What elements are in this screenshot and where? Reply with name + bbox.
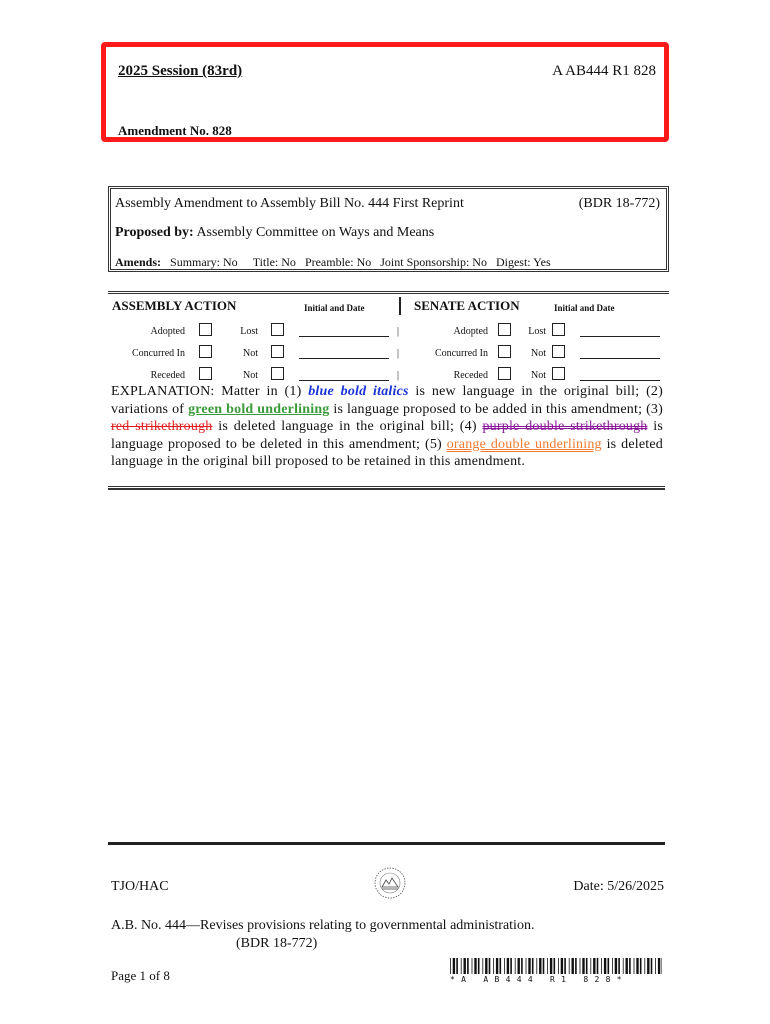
assembly-lost-label: Lost (240, 326, 258, 337)
barcode-bar (634, 958, 635, 974)
senate-initial-line[interactable] (580, 380, 660, 381)
assembly-action-heading: ASSEMBLY ACTION (112, 298, 237, 313)
assembly-initial-date-heading: Initial and Date (304, 303, 365, 313)
footer-divider (108, 842, 665, 845)
assembly-receded-checkbox[interactable] (199, 367, 212, 380)
assembly-not-label: Not (243, 348, 258, 359)
barcode-bar (500, 958, 502, 974)
explanation-text: is language proposed to be deleted in this amendment; (5) (111, 419, 663, 452)
barcode-bar (658, 958, 660, 974)
explanation-red-sample: red strikethrough (111, 419, 213, 434)
barcode-bar (547, 958, 548, 974)
senate-not-checkbox[interactable] (552, 345, 565, 358)
barcode-bar (580, 958, 581, 974)
row-separator: | (397, 326, 400, 337)
explanation-text: is deleted language in the original bill; (4) (212, 419, 483, 434)
action-table (108, 291, 669, 381)
barcode-bar (626, 958, 628, 974)
barcode-bar (640, 958, 642, 974)
barcode-bar (518, 958, 520, 974)
barcode-bar (618, 958, 620, 974)
assembly-concurred-label: Concurred In (131, 348, 185, 359)
assembly-lost-checkbox[interactable] (271, 323, 284, 336)
barcode-bar (482, 958, 483, 974)
barcode-bar (521, 958, 523, 974)
assembly-not-checkbox[interactable] (271, 345, 284, 358)
page-number: Page 1 of 8 (111, 968, 170, 983)
amendment-title: Assembly Amendment to Assembly Bill No. 444 First Reprint (115, 196, 464, 211)
barcode-bar (504, 958, 505, 974)
barcode-bar (636, 958, 638, 974)
assembly-not-checkbox[interactable] (271, 367, 284, 380)
barcode-bar (543, 958, 545, 974)
amends-line (115, 255, 551, 270)
barcode-bar (572, 958, 574, 974)
barcode-bar (526, 958, 527, 974)
row-separator: | (397, 370, 400, 381)
senate-adopted-checkbox[interactable] (498, 323, 511, 336)
proposed-by (115, 225, 434, 241)
assembly-adopted-checkbox[interactable] (199, 323, 212, 336)
barcode-bar (550, 958, 552, 974)
explanation-paragraph (111, 383, 663, 471)
barcode-bar (575, 958, 577, 974)
assembly-concurred-checkbox[interactable] (199, 345, 212, 358)
senate-concurred-label: Concurred In (434, 348, 488, 359)
explanation-text: is new language in the original bill; (2) variations of (111, 384, 663, 417)
explanation-text: is deleted language in the original bill proposed to be retained in this amendment. (111, 436, 663, 469)
barcode-bar (569, 958, 570, 974)
explanation-text: EXPLANATION: Matter in (1) (111, 384, 309, 399)
amends-joint-sponsorship: Joint Sponsorship: No (380, 255, 487, 269)
barcode-bar (467, 958, 469, 974)
barcode-bar (662, 958, 663, 974)
amends-title: Title: No (252, 255, 296, 269)
barcode-bar (601, 958, 602, 974)
proposed-by-value: Assembly Committee on Ways and Means (196, 225, 435, 240)
assembly-initial-line[interactable] (299, 358, 389, 359)
barcode-bar (582, 958, 584, 974)
senate-adopted-label: Adopted (453, 326, 488, 337)
barcode-bar (528, 958, 530, 974)
amends-label: Amends: (115, 255, 162, 269)
senate-not-label: Not (531, 348, 546, 359)
row-separator: | (397, 348, 400, 359)
senate-receded-checkbox[interactable] (498, 367, 511, 380)
barcode-bar (532, 958, 534, 974)
barcode-bar (608, 958, 610, 974)
bill-identifier: A AB444 R1 828 (552, 63, 656, 79)
header-box (101, 42, 669, 142)
barcode-bar (464, 958, 466, 974)
explanation-text: is language proposed to be added in this amendment; (3) (329, 401, 663, 417)
barcode-bar (510, 958, 512, 974)
barcode-bar (561, 958, 563, 974)
senate-concurred-checkbox[interactable] (498, 345, 511, 358)
explanation-orange-sample: orange double underlining (446, 436, 602, 452)
barcode-bar (644, 958, 645, 974)
barcode-bar (558, 958, 559, 974)
senate-lost-label: Lost (528, 326, 546, 337)
proposed-by-label: Proposed by: (115, 225, 194, 240)
amendment-number: Amendment No. 828 (118, 123, 232, 138)
senate-initial-date-heading: Initial and Date (554, 303, 615, 313)
barcode-text: *A AB444 R1 828* (450, 975, 628, 984)
senate-not-label: Not (531, 370, 546, 381)
explanation-purple-sample: purple double strikethrough (482, 419, 648, 434)
barcode-bar (450, 958, 451, 974)
assembly-receded-label: Receded (150, 370, 185, 381)
senate-action-heading: SENATE ACTION (414, 298, 520, 313)
bill-bdr: (BDR 18-772) (236, 936, 318, 951)
barcode-bar (590, 958, 591, 974)
assembly-initial-line[interactable] (299, 380, 389, 381)
explanation-divider (108, 486, 665, 490)
barcode-bar (655, 958, 656, 974)
barcode-bar (485, 958, 487, 974)
barcode-bar (493, 958, 494, 974)
explanation-green-sample: green bold underlining (188, 401, 330, 417)
barcode-bar (629, 958, 631, 974)
bill-description: A.B. No. 444—Revises provisions relating to governmental administration. (111, 918, 535, 933)
drafter-initials: TJO/HAC (111, 879, 169, 894)
barcode-bar (507, 958, 509, 974)
senate-initial-line[interactable] (580, 358, 660, 359)
barcode-bar (554, 958, 556, 974)
barcode-bar (461, 958, 462, 974)
barcode-bar (472, 958, 473, 974)
action-divider (399, 297, 401, 315)
senate-receded-label: Receded (453, 370, 488, 381)
assembly-adopted-label: Adopted (150, 326, 185, 337)
amends-preamble: Preamble: No (304, 255, 372, 269)
session-title: 2025 Session (83rd) (118, 63, 243, 79)
barcode-bar (597, 958, 599, 974)
assembly-initial-line[interactable] (299, 336, 389, 337)
senate-initial-line[interactable] (580, 336, 660, 337)
barcode-bar (539, 958, 541, 974)
assembly-not-label: Not (243, 370, 258, 381)
barcode-bar (604, 958, 606, 974)
barcode-bar (489, 958, 491, 974)
barcode-bar (612, 958, 613, 974)
barcode-bar (593, 958, 595, 974)
senate-lost-checkbox[interactable] (552, 323, 565, 336)
barcode-bar (586, 958, 588, 974)
barcode-bar (615, 958, 617, 974)
explanation-blue-sample: blue bold italics (308, 384, 409, 399)
barcode-bar (647, 958, 649, 974)
senate-not-checkbox[interactable] (552, 367, 565, 380)
amends-summary: Summary: No (170, 255, 238, 269)
barcode-bar (453, 958, 455, 974)
barcode-bar (623, 958, 624, 974)
state-seal-icon (373, 866, 407, 900)
bdr-number: (BDR 18-772) (578, 196, 660, 211)
barcode-bar (536, 958, 537, 974)
barcode-bar (651, 958, 653, 974)
barcode-bar (456, 958, 458, 974)
amendment-info-box (108, 186, 669, 272)
amends-digest: Digest: Yes (495, 255, 551, 269)
barcode-bar (478, 958, 480, 974)
barcode-bar (564, 958, 566, 974)
barcode-bar (496, 958, 498, 974)
barcode-bar (474, 958, 476, 974)
amendment-date: Date: 5/26/2025 (573, 879, 664, 894)
barcode-bar (515, 958, 516, 974)
barcode-icon (450, 958, 662, 974)
